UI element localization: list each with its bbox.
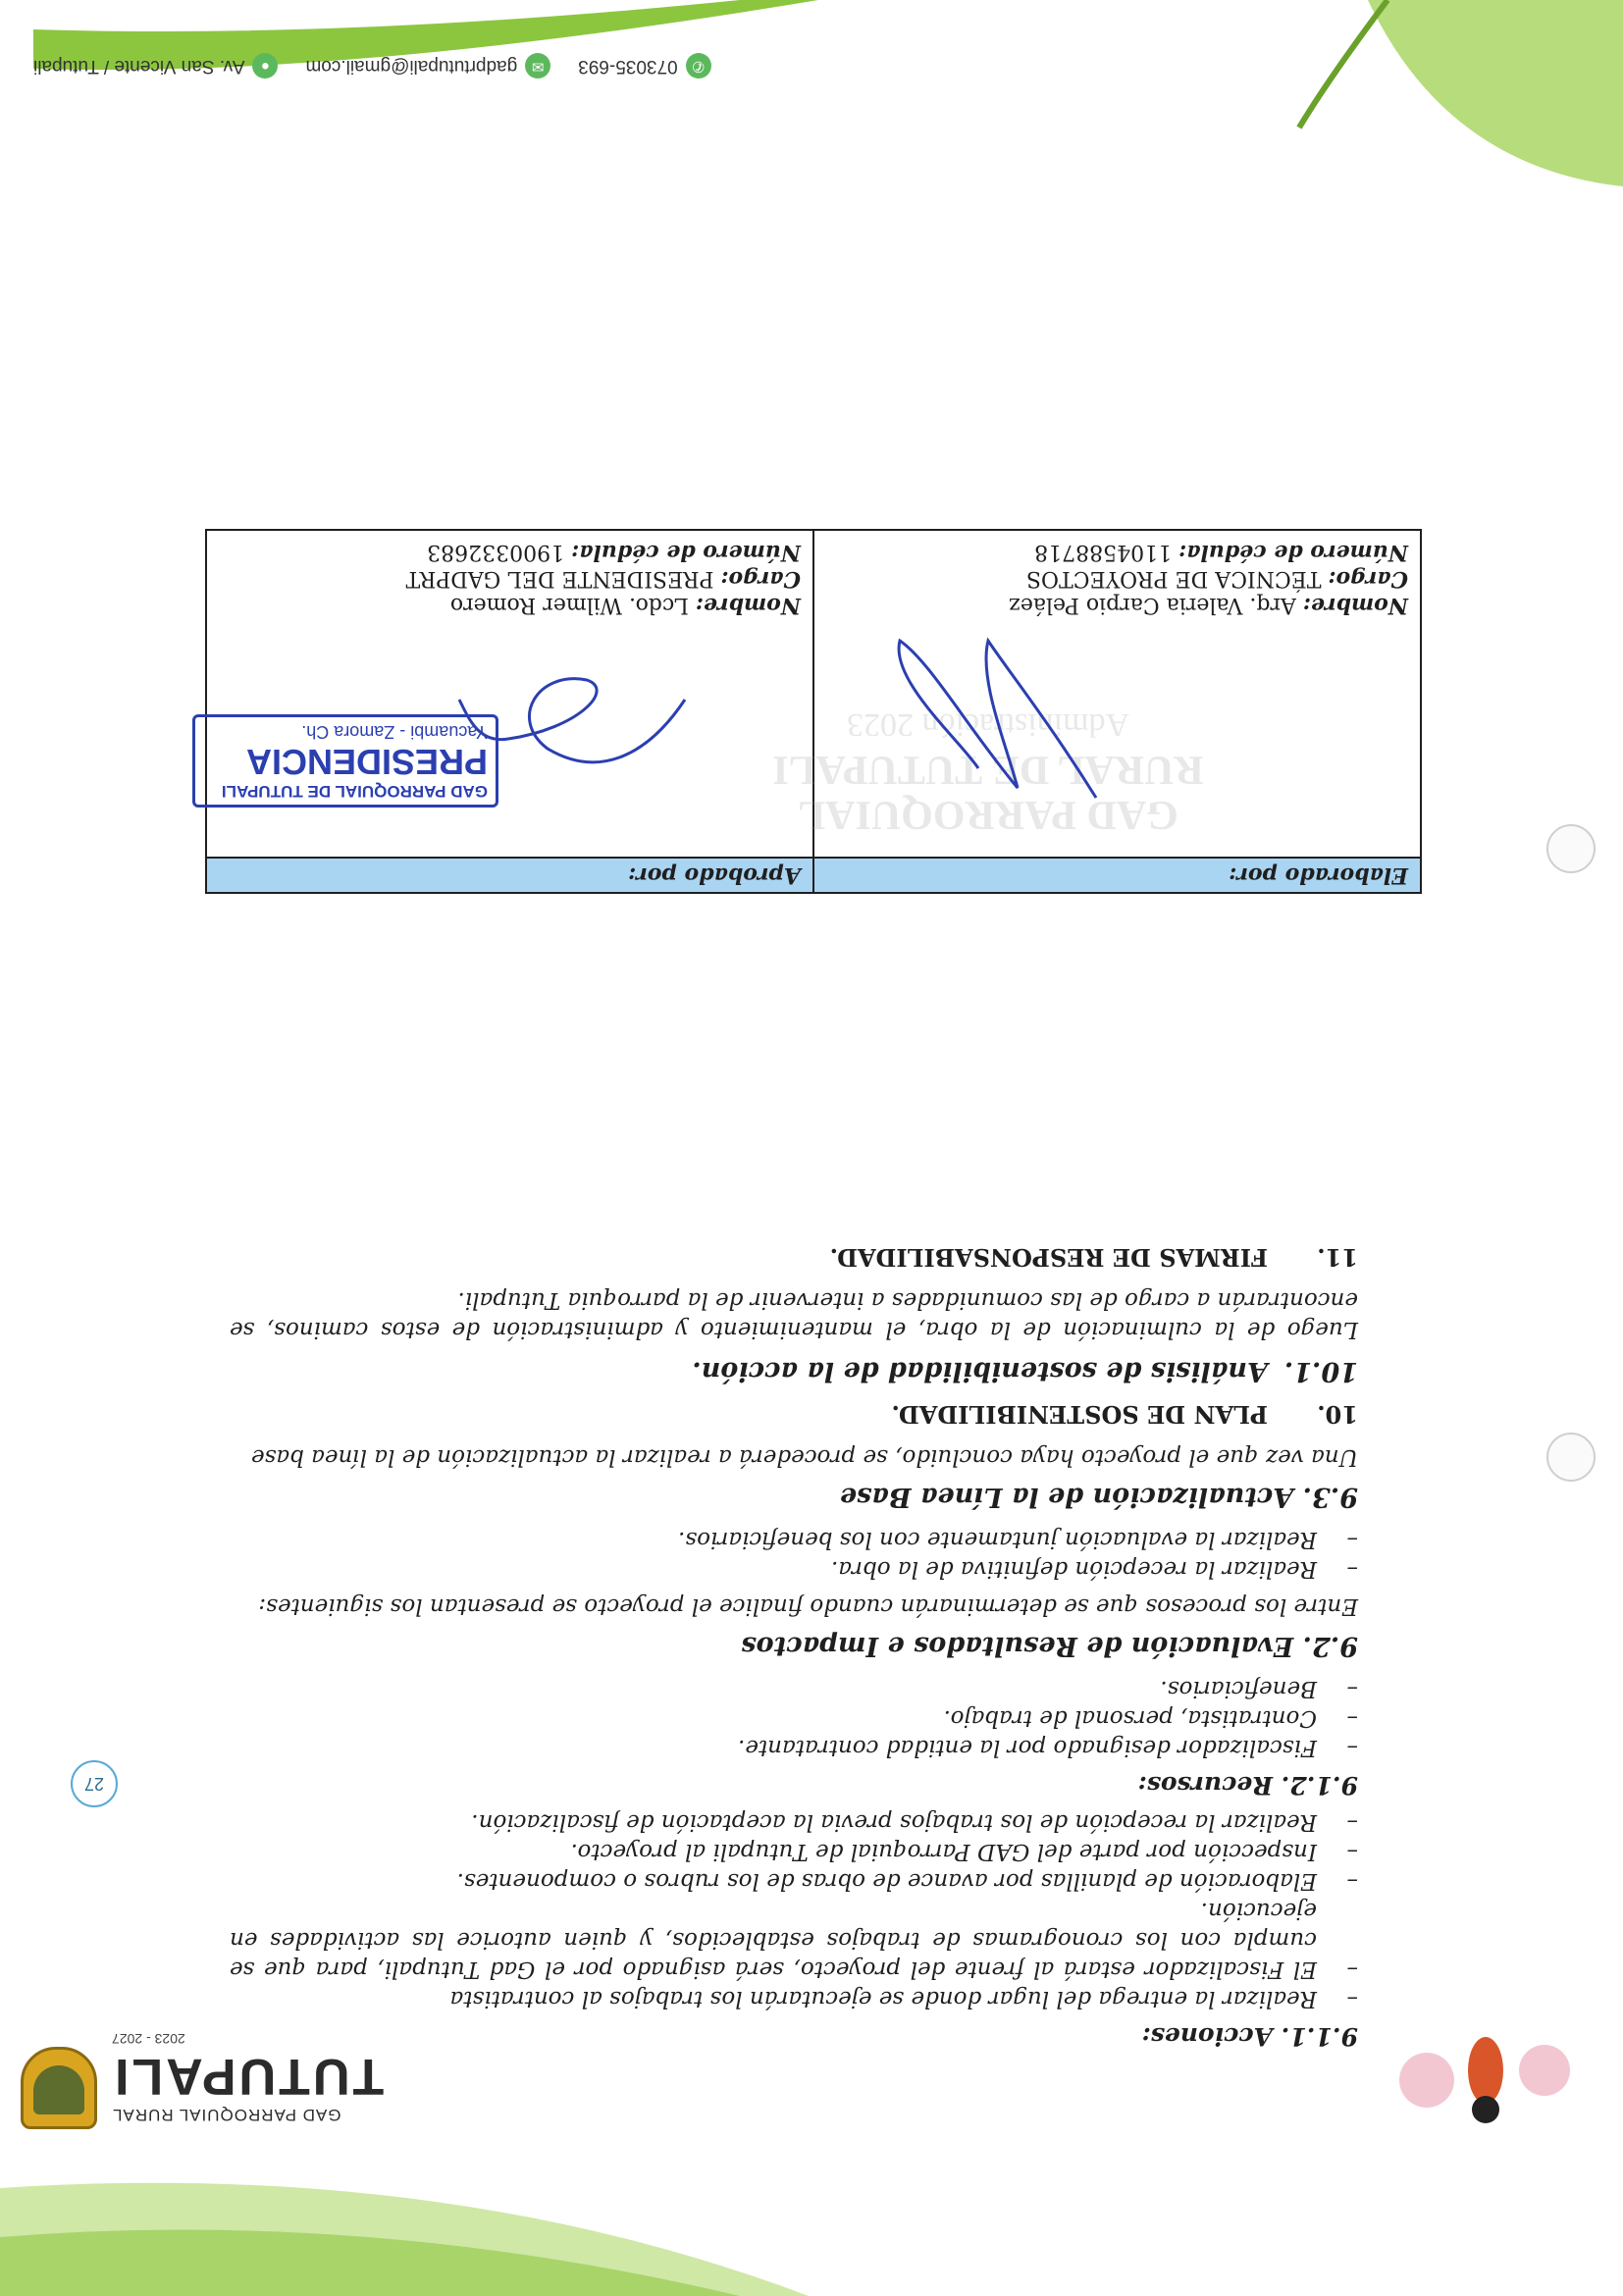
- watermark-line: RURAL DE TUTUPALI: [772, 747, 1204, 792]
- paragraph: Luego de la culminación de la obra, el mantenimiento y administración de estos caminos, se encontrarán a cargo de las comunidades a intervenir de la parroquia Tutupali.: [230, 1287, 1358, 1342]
- mail-icon: ✉: [525, 53, 550, 78]
- elaborado-cedula: Número de cédula: 1104588718: [1034, 540, 1408, 565]
- elaborado-cargo: Cargo: TÉCNICA DE PROYECTOS: [1025, 566, 1408, 592]
- list-item: – Elaboración de planillas por avance de obras de los rubros o componentes.: [230, 1866, 1358, 1896]
- brand-years: 2023 - 2027: [112, 2031, 185, 2047]
- stamp-line: PRESIDENCIA: [245, 742, 488, 782]
- resources-list: [230, 1674, 1358, 1762]
- list-item: – Realizar la recepción de los trabajos previa la aceptación de fiscalización.: [230, 1807, 1358, 1837]
- signature-scribble: [870, 631, 1126, 827]
- footer-address-text: Av. San Vicente / Tutupali: [33, 56, 245, 77]
- watermark-line: GAD PARROQUIAL: [798, 792, 1178, 837]
- parish-logo: [21, 2047, 97, 2129]
- list-item: – Fiscalizador designado por la entidad contratante.: [230, 1733, 1358, 1762]
- footer-email: [305, 53, 550, 78]
- list-item: – El Fiscalizador estará al frente del proyecto, será asignado por el Gad Tutupali, para que se cumpla con los cronogramas de trabajos establecidos, y quien autorice las actividades en ejecución.: [230, 1896, 1358, 1984]
- actions-list: [230, 1807, 1358, 2013]
- aprobado-cell: [206, 530, 813, 858]
- paragraph: Entre los procesos que se determinarán cuando finalice el proyecto se presentan los siguientes:: [258, 1593, 1358, 1619]
- list-item: – Realizar la evaluación juntamente con los beneficiarios.: [230, 1525, 1358, 1554]
- aprobado-nombre: Nombre: Lcdo. Wilmer Romero: [449, 593, 801, 618]
- section-number: 10.1.: [1283, 1356, 1358, 1386]
- heading-11: [230, 1242, 1358, 1272]
- aprobado-cargo: Cargo: PRESIDENTE DEL GADPRT: [405, 566, 801, 592]
- brand-subtitle: GAD PARROQUIAL RURAL: [112, 2106, 341, 2124]
- stamp-line: Yacuambi - Zamora Ch.: [301, 722, 488, 742]
- heading-9-1-2: 9.1.2. Recursos:: [1137, 1771, 1358, 1800]
- heading-10: [230, 1399, 1358, 1429]
- elaborado-cell: [772, 530, 1421, 858]
- aprobado-header: Aprobado por:: [206, 858, 813, 893]
- paragraph: Una vez que el proyecto haya concluido, se procederá a realizar la actualización de la línea base: [251, 1444, 1358, 1470]
- document-body: [230, 1230, 1358, 2051]
- footer: [33, 53, 916, 78]
- footer-phone: [578, 53, 710, 78]
- list-item: – Realizar la recepción definitiva de la obra.: [230, 1554, 1358, 1584]
- list-item: – Beneficiarios.: [230, 1674, 1358, 1703]
- footer-address: [33, 53, 278, 78]
- phone-icon: ✆: [686, 53, 711, 78]
- heading-9-3: 9.3. Actualización de la Línea Base: [839, 1482, 1358, 1512]
- evaluation-list: [230, 1525, 1358, 1584]
- section-title: Análisis de sostenibilidad de la acción.: [692, 1356, 1268, 1386]
- heading-10-1: [230, 1356, 1358, 1385]
- bottom-green-swoosh: [0, 0, 1623, 226]
- stamp-line: GAD PARROQUIAL DE TUTUPALI: [221, 782, 488, 801]
- section-number: 10.: [1317, 1400, 1358, 1429]
- page-number: 27: [71, 1760, 118, 1807]
- heading-9-1-1: 9.1.1. Acciones:: [1141, 2022, 1358, 2051]
- bird-flowers-illustration: [1387, 2002, 1584, 2159]
- section-title: PLAN DE SOSTENIBILIDAD.: [891, 1400, 1268, 1429]
- section-title: FIRMAS DE RESPONSABILIDAD.: [829, 1243, 1268, 1272]
- location-icon: ●: [252, 53, 278, 78]
- signatures-table: [205, 529, 1422, 894]
- elaborado-nombre: Nombre: Arq. Valeria Carpio Peláez: [1009, 593, 1408, 618]
- list-item: – Inspección por parte del GAD Parroquial de Tutupali al proyecto.: [230, 1837, 1358, 1866]
- footer-email-text: gadprtutupali@gmail.com: [305, 56, 518, 77]
- footer-phone-text: 073035-693: [578, 56, 678, 77]
- signature-scribble: [449, 641, 705, 817]
- binder-hole: [1546, 824, 1596, 873]
- binder-hole: [1546, 1433, 1596, 1482]
- brand-name: TUTUPALI: [112, 2048, 385, 2105]
- list-item: – Contratista, personal de trabajo.: [230, 1703, 1358, 1733]
- heading-9-2: 9.2. Evaluación de Resultados e Impactos: [741, 1631, 1358, 1661]
- list-item: – Realizar la entrega del lugar donde se ejecutarán los trabajos al contratista: [230, 1984, 1358, 2013]
- section-number: 11.: [1317, 1243, 1358, 1272]
- aprobado-cedula: Número de cédula: 1900332683: [427, 540, 801, 565]
- watermark-line: Administración 2023: [846, 706, 1130, 743]
- elaborado-header: Elaborado por:: [813, 858, 1421, 893]
